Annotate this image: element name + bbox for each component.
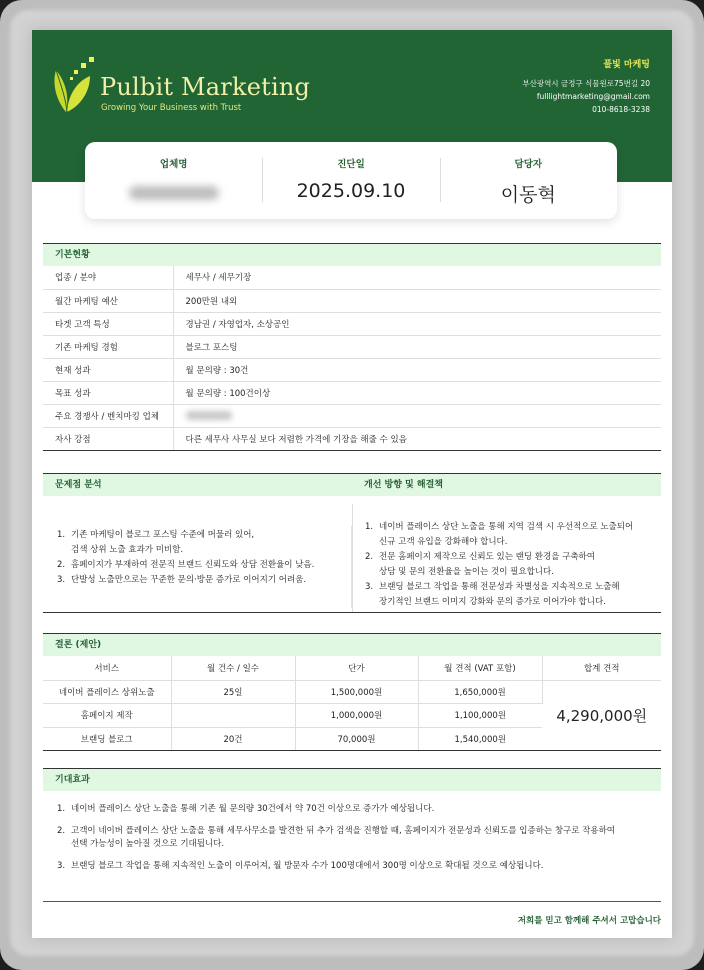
list-item [57,558,352,573]
proposal-section [43,633,661,751]
divider [43,901,661,902]
brand-tagline: Growing Your Business with Trust [101,103,242,113]
basic-status-section [43,243,661,451]
item-text: 선택 가능성이 높아질 것으로 기대됩니다. [71,839,225,849]
proposal-table [43,656,661,751]
item-text: 장기적인 브랜드 이미지 강화와 문의 증가로 이어가야 합니다. [379,597,606,607]
email: fulllightmarketing@gmail.com [536,92,650,101]
date-label: 진단일 [337,159,365,170]
column-header: 합계 견적 [542,656,661,680]
service-cell: 네이버 플레이스 상위노출 [43,680,171,704]
item-number: 3. [365,582,374,592]
table-row [43,289,661,312]
solutions-column [352,474,661,612]
list-item [57,803,661,816]
row-value: 블로그 포스팅 [173,335,661,358]
row-key: 자사 강점 [43,427,173,450]
column-header: 월 견적 (VAT 포함) [418,656,542,680]
row-key: 타겟 고객 특성 [43,312,173,335]
date-value: 2025.09.10 [296,180,406,202]
count-cell: 20건 [171,727,295,751]
item-text: 네이버 플레이스 상단 노출을 통해 지역 검색 시 우선적으로 노출되어 [379,522,634,532]
item-text: 검색 상위 노출 효과가 미비함. [71,545,184,555]
section-title: 개선 방향 및 해결책 [352,474,661,496]
row-key: 목표 성과 [43,381,173,404]
table-row [43,427,661,450]
info-card [85,142,617,219]
item-text: 기존 마케팅이 블로그 포스팅 수준에 머물러 있어, [71,530,255,540]
item-number: 1. [365,522,374,532]
item-number: 3. [57,575,66,585]
list-item [57,825,661,851]
problems-column [43,474,352,612]
item-text: 네이버 플레이스 상단 노출을 통해 기존 월 문의량 30건에서 약 70건 이상으로 증가가 예상됩니다. [71,804,435,814]
solutions-list [352,504,661,612]
item-text: 단발성 노출만으로는 꾸준한 문의·방문 증가로 이어지기 어려움. [71,575,307,585]
item-number: 2. [365,552,374,562]
item-text: 전문 홈페이지 제작으로 신뢰도 있는 랜딩 환경을 구축하여 [379,552,595,562]
list-item [57,573,352,588]
company-label: 업체명 [159,159,188,170]
row-value: 월 문의량 : 100건이상 [173,381,661,404]
phone: 010-8618-3238 [592,105,650,114]
item-number: 2. [57,560,66,570]
list-item [365,580,661,610]
row-key: 주요 경쟁사 / 벤치마킹 업체 [43,404,173,427]
row-key: 월간 마케팅 예산 [43,289,173,312]
list-item [57,860,661,873]
item-text: 브랜딩 블로그 작업을 통해 지속적인 노출이 이루어져, 월 방문자 수가 100명대에서 300명 이상으로 확대될 것으로 예상됩니다. [71,861,544,871]
company-name: 풀빛 마케팅 [603,60,650,70]
row-key: 업종 / 분야 [43,266,173,289]
list-item [57,528,352,558]
thank-you-message: 저희를 믿고 함께해 주셔서 고맙습니다 [517,916,661,926]
proposal-page [32,30,672,938]
item-text: 고객이 네이버 플레이스 상단 노출을 통해 세무사무소를 발견한 뒤 추가 검색을 진행할 때, 홈페이지가 전문성과 신뢰도를 입증하는 창구로 작용하여 [71,826,616,836]
section-title: 기본현황 [43,244,661,266]
table-row [43,404,661,427]
column-header: 월 건수 / 일수 [171,656,295,680]
list-item [365,550,661,580]
item-number: 1. [57,804,66,814]
item-number: 2. [57,826,66,836]
unit-price-cell: 70,000원 [295,727,418,751]
row-key: 현재 성과 [43,358,173,381]
unit-price-cell: 1,500,000원 [295,680,418,704]
effects-list [43,791,661,873]
table-row [43,358,661,381]
manager-label: 담당자 [514,159,543,170]
section-title: 문제점 분석 [43,474,352,496]
section-title: 기대효과 [43,769,661,791]
monthly-cell: 1,540,000원 [418,727,542,751]
column-header: 단가 [295,656,418,680]
manager-value: 이동혁 [500,184,556,206]
effects-section [43,768,661,882]
item-text: 홈페이지가 부재하여 전문직 브랜드 신뢰도와 상담 전환율이 낮음. [71,560,315,570]
leaf-logo-icon [52,56,100,114]
row-key: 기존 마케팅 경험 [43,335,173,358]
service-cell: 브랜딩 블로그 [43,727,171,751]
list-item [365,520,661,550]
row-value: 다른 세무사 사무실 보다 저렴한 가격에 기장을 해줄 수 있음 [173,427,661,450]
item-text: 브랜딩 블로그 작업을 통해 전문성과 차별성을 지속적으로 노출해 [379,582,620,592]
problems-list [43,496,352,611]
table-row [43,335,661,358]
column-header: 서비스 [43,656,171,680]
unit-price-cell: 1,000,000원 [295,704,418,728]
contact-info [522,77,650,116]
brand-name: Pulbit Marketing [100,73,311,101]
basic-status-table [43,266,661,451]
table-header-row [43,656,661,680]
table-row [43,312,661,335]
row-value: 200만원 내외 [173,289,661,312]
row-value: 월 문의량 : 30건 [173,358,661,381]
manager-field [440,142,617,219]
table-row [43,680,661,704]
item-text: 상담 및 문의 전환율을 높이는 것이 필요합니다. [379,567,554,577]
row-value: 경남권 / 자영업자, 소상공인 [173,312,661,335]
company-field [85,142,262,219]
table-row [43,266,661,289]
section-title: 결론 (제안) [43,634,661,656]
date-field [262,142,439,219]
address: 부산광역시 금정구 식물원로75번길 20 [522,79,650,88]
monthly-cell: 1,100,000원 [418,704,542,728]
row-value: 세무사 / 세무기장 [173,266,661,289]
company-value-redacted [129,186,219,200]
item-number: 1. [57,530,66,540]
item-number: 3. [57,861,66,871]
table-row [43,381,661,404]
row-value-redacted [173,404,661,427]
item-text: 신규 고객 유입을 강화해야 합니다. [379,537,508,547]
count-cell [171,704,295,728]
total-cell: 4,290,000원 [542,680,661,751]
count-cell: 25일 [171,680,295,704]
service-cell: 홈페이지 제작 [43,704,171,728]
analysis-section [43,473,661,613]
monthly-cell: 1,650,000원 [418,680,542,704]
